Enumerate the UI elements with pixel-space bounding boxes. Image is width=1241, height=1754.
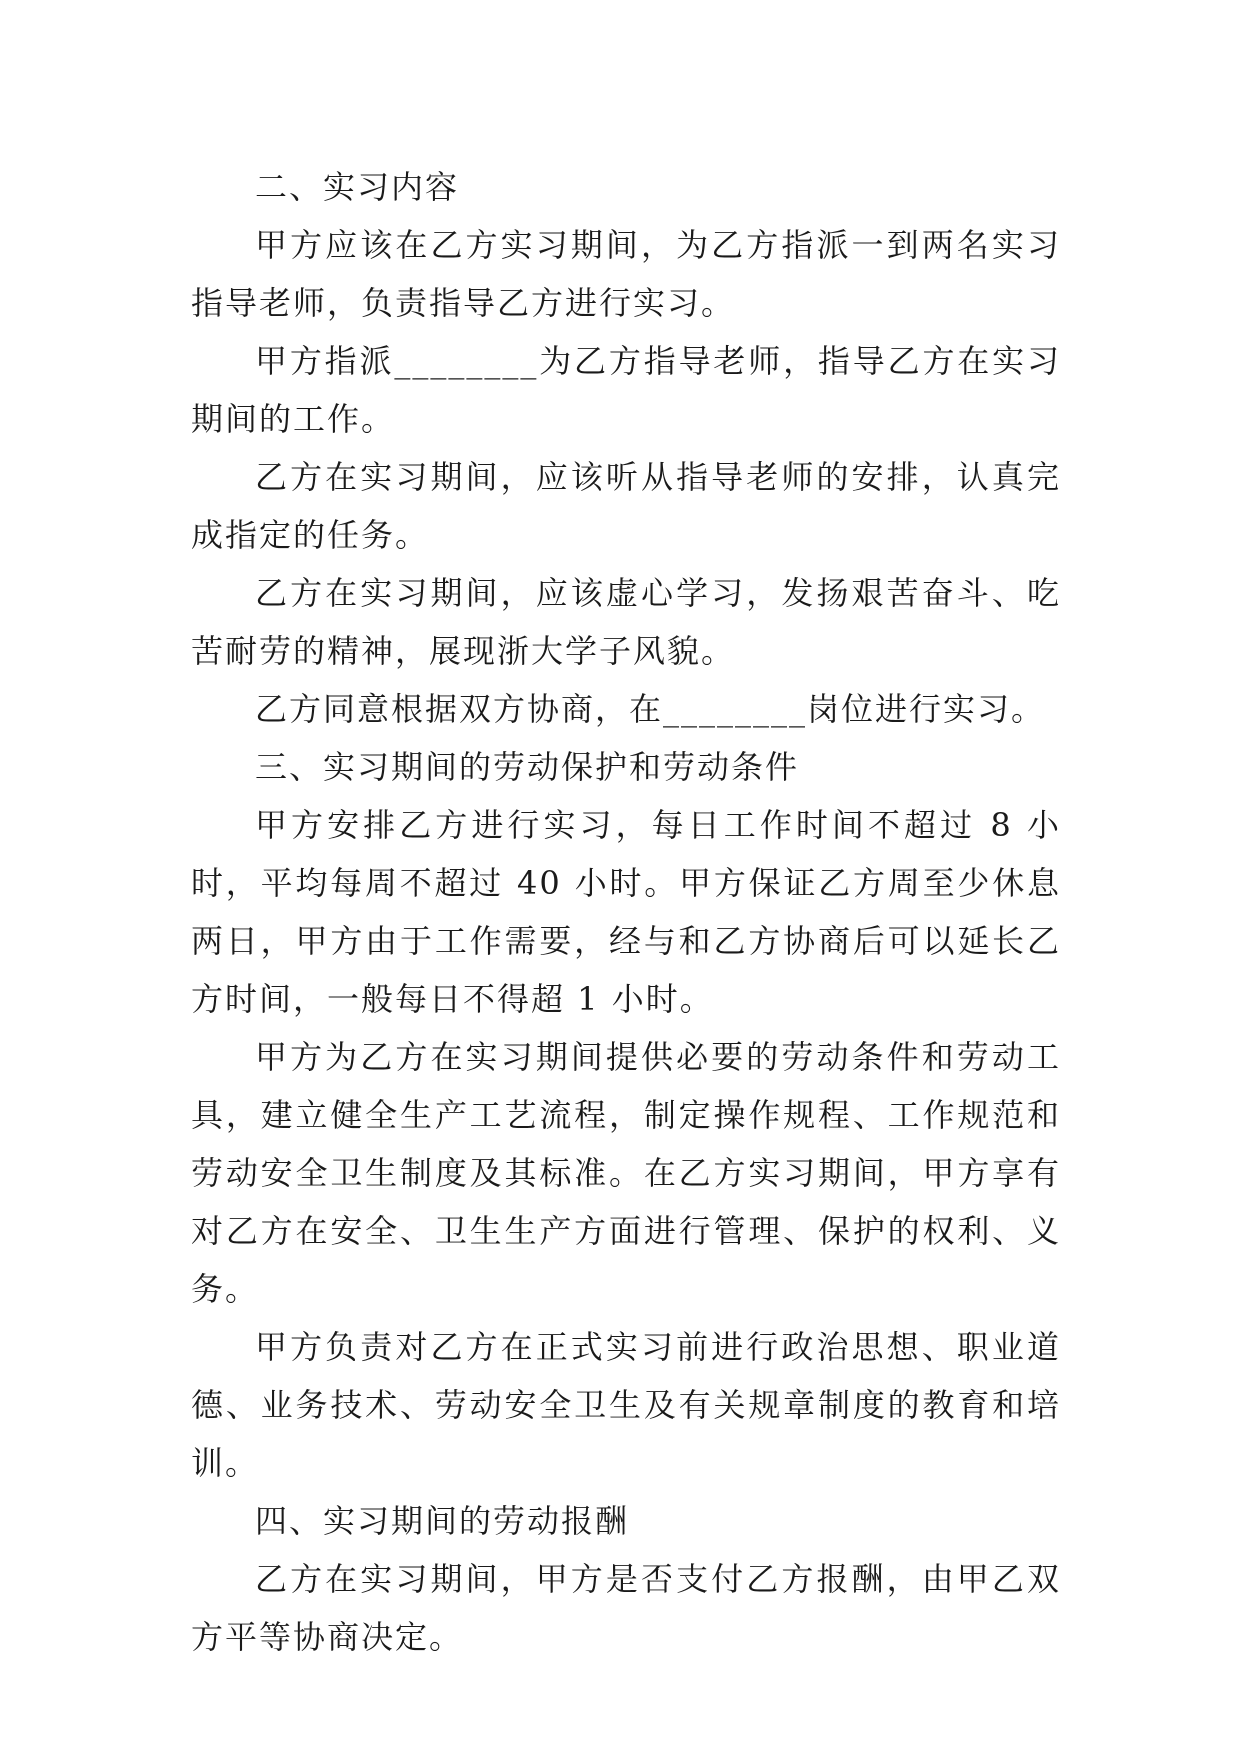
paragraph: 甲方应该在乙方实习期间，为乙方指派一到两名实习指导老师，负责指导乙方进行实习。 (191, 226, 1061, 322)
paragraph: 乙方在实习期间，应该虚心学习，发扬艰苦奋斗、吃苦耐劳的精神，展现浙大学子风貌。 (191, 574, 1061, 670)
section-heading-internship-content: 二、实习内容 (255, 168, 460, 206)
section-heading-remuneration: 四、实习期间的劳动报酬 (255, 1502, 630, 1540)
paragraph: 甲方负责对乙方在正式实习前进行政治思想、职业道德、业务技术、劳动安全卫生及有关规章制度的教育和培训。 (191, 1328, 1061, 1482)
paragraph: 乙方同意根据双方协商，在________岗位进行实习。 (255, 690, 1046, 728)
paragraph: 甲方安排乙方进行实习，每日工作时间不超过 8 小时，平均每周不超过 40 小时。甲方保证乙方周至少休息两日，甲方由于工作需要，经与和乙方协商后可以延长乙方时间，一般每日不得超 1 小时。 (191, 806, 1061, 1018)
paragraph: 甲方指派________为乙方指导老师，指导乙方在实习期间的工作。 (191, 342, 1061, 438)
paragraph: 乙方在实习期间，甲方是否支付乙方报酬，由甲乙双方平等协商决定。 (191, 1560, 1061, 1656)
document-body (191, 158, 1061, 1666)
section-heading-labor-protection: 三、实习期间的劳动保护和劳动条件 (255, 748, 800, 786)
paragraph: 乙方在实习期间，应该听从指导老师的安排，认真完成指定的任务。 (191, 458, 1061, 554)
paragraph: 甲方为乙方在实习期间提供必要的劳动条件和劳动工具，建立健全生产工艺流程，制定操作规程、工作规范和劳动安全卫生制度及其标准。在乙方实习期间，甲方享有对乙方在安全、卫生生产方面进行管理、保护的权利、义务。 (191, 1038, 1061, 1308)
